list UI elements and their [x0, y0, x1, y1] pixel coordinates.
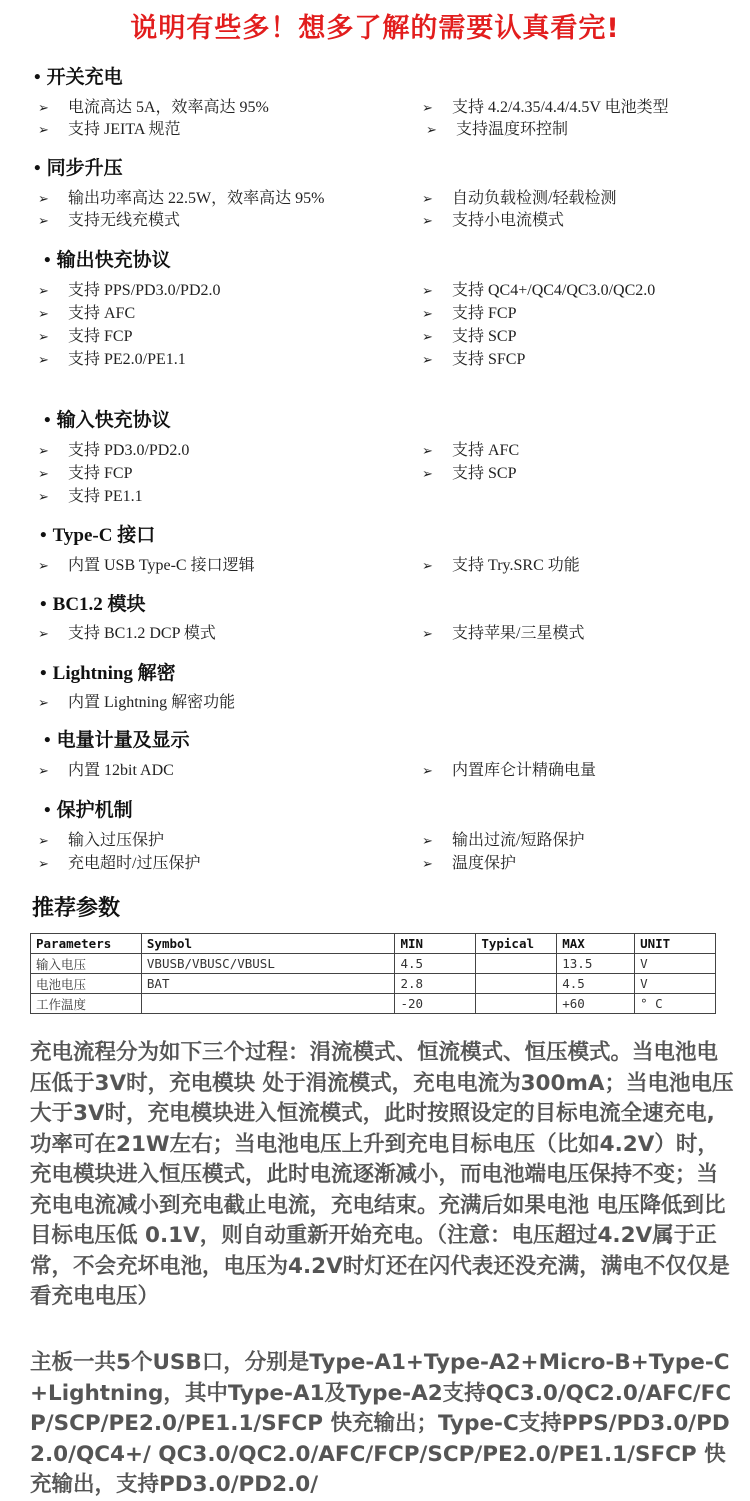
arrow-bullet-icon: ➢: [38, 330, 49, 345]
section-fuel-gauge: • 电量计量及显示: [44, 730, 190, 751]
arrow-bullet-icon: ➢: [422, 834, 433, 849]
table-row: [31, 974, 716, 994]
table-cell: 2.8: [395, 974, 476, 994]
table-cell: -20: [395, 994, 476, 1014]
section-title: BC1.2 模块: [52, 594, 146, 615]
feature-item: ➢ 内置 Lightning 解密功能: [38, 693, 235, 714]
table-cell: 工作温度: [31, 994, 142, 1014]
section-input-fast-charge: • 输入快充协议: [44, 410, 171, 431]
arrow-bullet-icon: ➢: [38, 284, 49, 299]
arrow-bullet-icon: ➢: [422, 214, 433, 229]
section-title: Lightning 解密: [52, 663, 176, 684]
section-title: 同步升压: [46, 158, 123, 179]
feature-item: ➢ 支持 Try.SRC 功能: [422, 556, 580, 577]
arrow-bullet-icon: ➢: [422, 444, 433, 459]
arrow-bullet-icon: ➢: [38, 559, 49, 574]
section-title: 电量计量及显示: [56, 730, 190, 751]
feature-item: ➢ 支持 SFCP: [422, 350, 525, 371]
section-type-c: • Type-C 接口: [40, 525, 156, 546]
header-min: MIN: [395, 934, 476, 954]
arrow-bullet-icon: ➢: [422, 307, 433, 322]
table-cell: ° C: [635, 994, 716, 1014]
table-cell: V: [635, 974, 716, 994]
section-lightning: • Lightning 解密: [40, 663, 176, 684]
table-cell: [476, 974, 557, 994]
table-row: [31, 954, 716, 974]
arrow-bullet-icon: ➢: [38, 307, 49, 322]
table-cell: [141, 994, 395, 1014]
section-title: 输出快充协议: [56, 250, 171, 271]
arrow-bullet-icon: ➢: [422, 764, 433, 779]
arrow-bullet-icon: ➢: [38, 627, 49, 642]
arrow-bullet-icon: ➢: [38, 101, 49, 116]
feature-item: ➢ 输出功率高达 22.5W，效率高达 95%: [38, 189, 324, 210]
feature-item: ➢ 支持 FCP: [38, 464, 132, 485]
header-max: MAX: [557, 934, 635, 954]
section-sync-boost: • 同步升压: [34, 158, 123, 179]
arrow-bullet-icon: ➢: [38, 353, 49, 368]
arrow-bullet-icon: ➢: [38, 444, 49, 459]
feature-item: ➢ 支持 PD3.0/PD2.0: [38, 441, 189, 462]
arrow-bullet-icon: ➢: [38, 490, 49, 505]
section-switch-charging: • 开关充电: [34, 67, 123, 88]
params-heading: 推荐参数: [32, 896, 121, 921]
feature-item: ➢ 支持苹果/三星模式: [422, 624, 584, 645]
section-title: 输入快充协议: [56, 410, 171, 431]
table-cell: BAT: [141, 974, 395, 994]
feature-item: ➢ 内置 USB Type-C 接口逻辑: [38, 556, 255, 577]
header-unit: UNIT: [635, 934, 716, 954]
section-output-fast-charge: • 输出快充协议: [44, 250, 171, 271]
arrow-bullet-icon: ➢: [38, 764, 49, 779]
table-cell: 4.5: [395, 954, 476, 974]
section-bc12: • BC1.2 模块: [40, 594, 146, 615]
feature-item: ➢ 支持 SCP: [422, 464, 516, 485]
feature-item: ➢ 充电超时/过压保护: [38, 854, 200, 875]
table-header-row: [31, 934, 716, 954]
arrow-bullet-icon: ➢: [38, 192, 49, 207]
arrow-bullet-icon: ➢: [38, 467, 49, 482]
arrow-bullet-icon: ➢: [38, 834, 49, 849]
arrow-bullet-icon: ➢: [422, 627, 433, 642]
feature-item: ➢ 内置 12bit ADC: [38, 761, 174, 782]
table-row: [31, 994, 716, 1014]
feature-item: ➢ 支持温度环控制: [426, 120, 568, 141]
feature-item: ➢ 支持 FCP: [422, 304, 516, 325]
feature-item: ➢ 支持 AFC: [422, 441, 519, 462]
feature-item: ➢ 支持小电流模式: [422, 211, 564, 232]
feature-item: ➢ 内置库仑计精确电量: [422, 761, 596, 782]
usb-ports-paragraph: 主板一共5个USB口，分别是Type-A1+Type-A2+Micro-B+Type-C+Lightning，其中Type-A1及Type-A2支持QC3.0/QC2.0/AFC/FCP/SCP/PE2.0/PE1.1/SFCP 快充输出；Type-C支持PPS/PD3.0/PD2.0/QC4+/ QC3.0/QC2.0/AFC/FCP/SCP/PE2.0/PE1.1/SFCP 快充输出，支持PD3.0/PD2.0/: [30, 1350, 732, 1497]
feature-item: ➢ 支持 FCP: [38, 327, 132, 348]
charging-process-paragraph: 充电流程分为如下三个过程：涓流模式、恒流模式、恒压模式。当电池电压低于3V时，充电模块 处于涓流模式，充电电流为300mA；当电池电压大于3V时，充电模块进入恒流模式，此时按照设定的目标电流全速充电,功率可在21W左右；当电池电压上升到充电目标电压（比如4.2V）时，充电模块进入恒压模式，此时电流逐渐减小，而电池端电压保持不变；当充电电流减小到充电截止电流，充电结束。充满后如果电池 电压降低到比目标电压低 0.1V，则自动重新开始充电。（注意：电压超过4.2V属于正常，不会充坏电池，电压为4.2V时灯还在闪代表还没充满，满电不仅仅是看充电电压）: [30, 1040, 734, 1309]
feature-item: ➢ 支持 JEITA 规范: [38, 120, 181, 141]
section-title: 保护机制: [56, 800, 133, 821]
table-cell: +60: [557, 994, 635, 1014]
section-title: 开关充电: [46, 67, 123, 88]
feature-item: ➢ 自动负载检测/轻载检测: [422, 189, 616, 210]
section-title: Type-C 接口: [52, 525, 156, 546]
feature-item: ➢ 支持 QC4+/QC4/QC3.0/QC2.0: [422, 281, 655, 302]
arrow-bullet-icon: ➢: [422, 101, 433, 116]
table-cell: 输入电压: [31, 954, 142, 974]
header-typical: Typical: [476, 934, 557, 954]
arrow-bullet-icon: ➢: [422, 353, 433, 368]
section-protection: • 保护机制: [44, 800, 133, 821]
arrow-bullet-icon: ➢: [422, 284, 433, 299]
arrow-bullet-icon: ➢: [38, 214, 49, 229]
arrow-bullet-icon: ➢: [38, 857, 49, 872]
feature-item: ➢ 支持 SCP: [422, 327, 516, 348]
arrow-bullet-icon: ➢: [38, 696, 49, 711]
table-cell: V: [635, 954, 716, 974]
feature-item: ➢ 支持 PE1.1: [38, 487, 143, 508]
table-cell: 13.5: [557, 954, 635, 974]
params-table: [30, 933, 716, 1014]
feature-item: ➢ 支持 BC1.2 DCP 模式: [38, 624, 216, 645]
arrow-bullet-icon: ➢: [426, 123, 437, 138]
arrow-bullet-icon: ➢: [422, 857, 433, 872]
feature-item: ➢ 支持 AFC: [38, 304, 135, 325]
page-banner: 说明有些多！想多了解的需要认真看完!: [130, 13, 620, 44]
arrow-bullet-icon: ➢: [422, 467, 433, 482]
feature-item: ➢ 输出过流/短路保护: [422, 831, 584, 852]
arrow-bullet-icon: ➢: [422, 192, 433, 207]
feature-item: ➢ 输入过压保护: [38, 831, 164, 852]
table-cell: 电池电压: [31, 974, 142, 994]
feature-item: ➢ 支持 PPS/PD3.0/PD2.0: [38, 281, 221, 302]
feature-item: ➢ 温度保护: [422, 854, 516, 875]
feature-item: ➢ 支持无线充模式: [38, 211, 180, 232]
header-symbol: Symbol: [141, 934, 395, 954]
table-cell: 4.5: [557, 974, 635, 994]
table-cell: [476, 994, 557, 1014]
feature-item: ➢ 支持 PE2.0/PE1.1: [38, 350, 186, 371]
arrow-bullet-icon: ➢: [38, 123, 49, 138]
header-parameters: Parameters: [31, 934, 142, 954]
table-cell: VBUSB/VBUSC/VBUSL: [141, 954, 395, 974]
arrow-bullet-icon: ➢: [422, 559, 433, 574]
feature-item: ➢ 支持 4.2/4.35/4.4/4.5V 电池类型: [422, 98, 669, 119]
feature-item: ➢ 电流高达 5A，效率高达 95%: [38, 98, 269, 119]
arrow-bullet-icon: ➢: [422, 330, 433, 345]
table-cell: [476, 954, 557, 974]
